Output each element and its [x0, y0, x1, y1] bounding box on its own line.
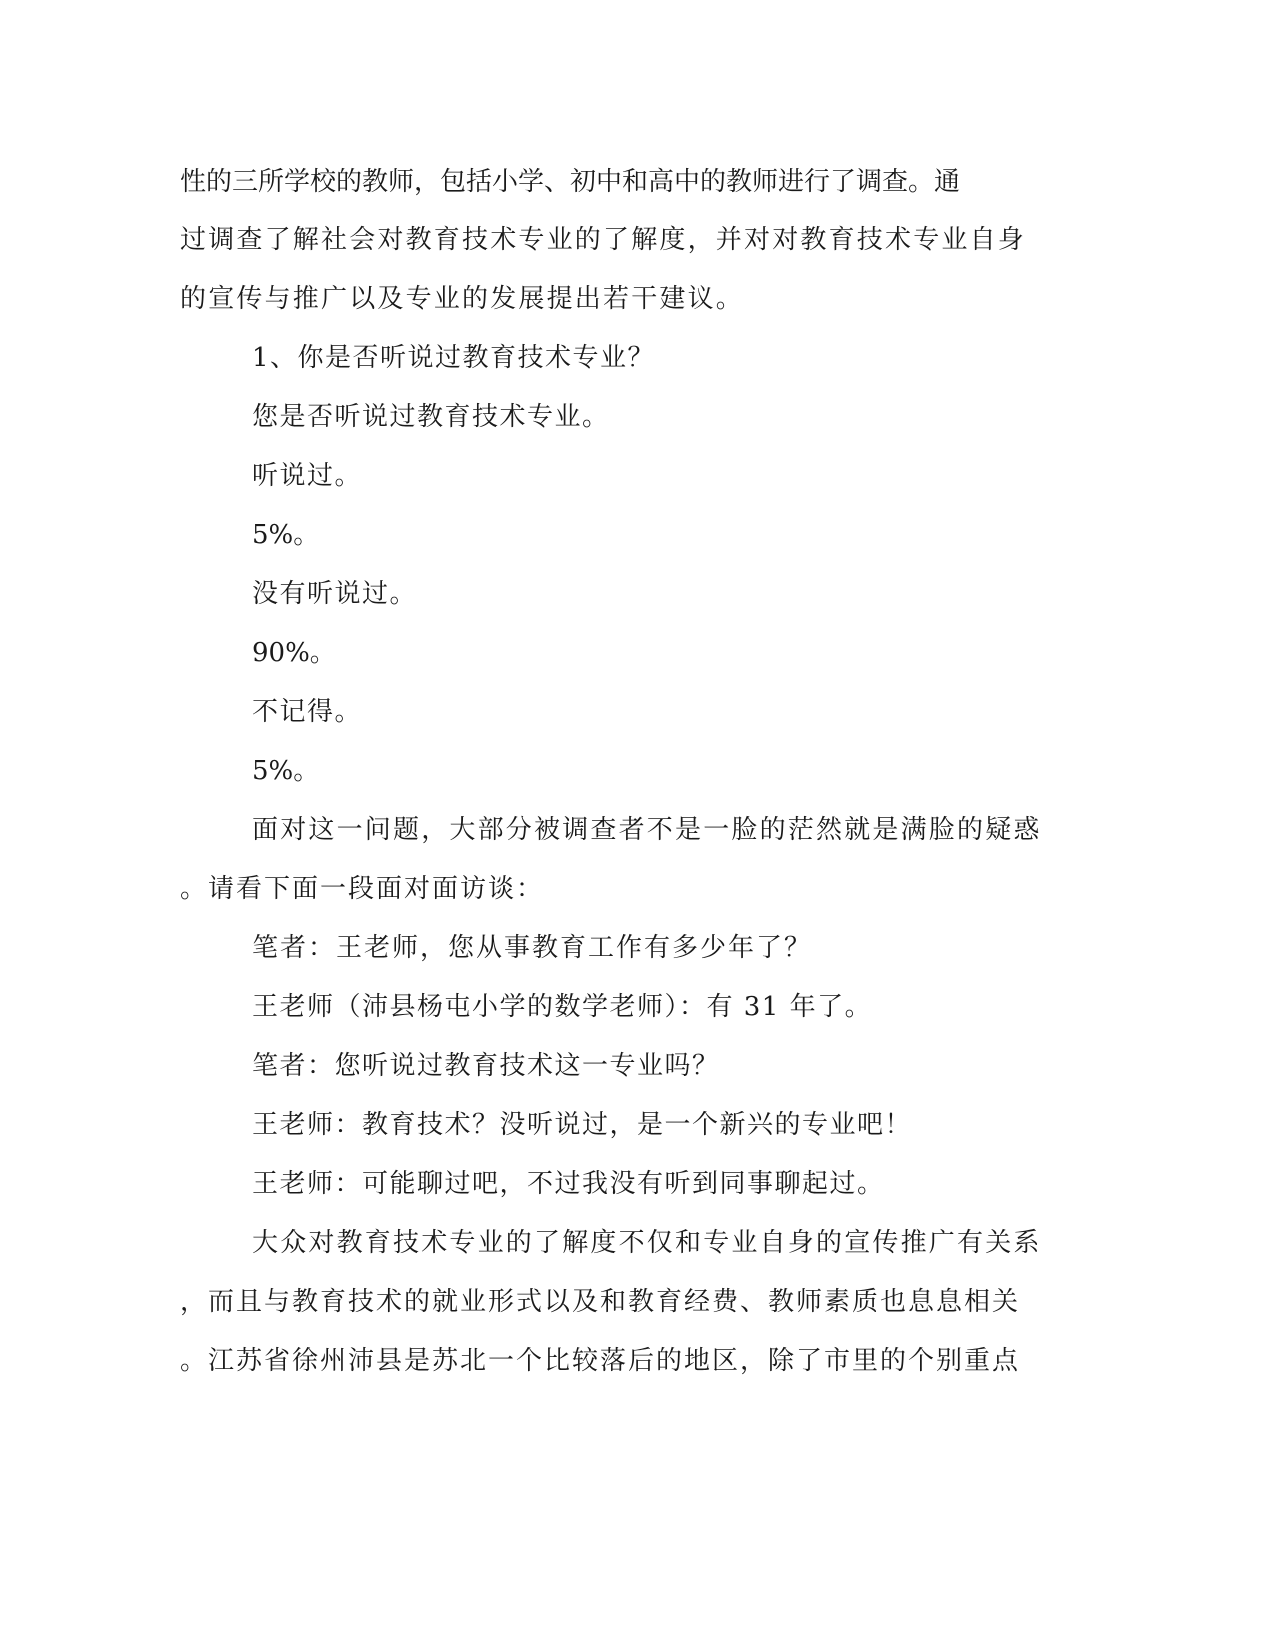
interview-line: 王老师：教育技术？没听说过，是一个新兴的专业吧！ [252, 1110, 913, 1140]
conclusion-line-1: 大众对教育技术专业的了解度不仅和专业自身的宣传推广有关系 [252, 1228, 1042, 1258]
option-label: 听说过。 [252, 461, 363, 491]
conclusion-line-2: ，而且与教育技术的就业形式以及和教育经费、教师素质也息息相关 [180, 1287, 1021, 1317]
reaction-line-2: 。请看下面一段面对面访谈： [180, 874, 545, 904]
survey-question: 1、你是否听说过教育技术专业？ [252, 343, 656, 373]
intro-line-1 [180, 162, 1060, 202]
option-label: 不记得。 [252, 697, 363, 727]
interview-line: 笔者：王老师，您从事教育工作有多少年了？ [252, 933, 813, 963]
conclusion-line-3: 。江苏省徐州沛县是苏北一个比较落后的地区，除了市里的个别重点 [180, 1346, 1021, 1376]
option-percent: 5%。 [252, 520, 320, 550]
intro-line-3: 的宣传与推广以及专业的发展提出若干建议。 [180, 284, 745, 314]
option-percent: 5%。 [252, 756, 320, 786]
option-label: 没有听说过。 [252, 579, 418, 609]
reaction-line-1: 面对这一问题，大部分被调查者不是一脸的茫然就是满脸的疑惑 [252, 815, 1042, 845]
interview-line: 王老师：可能聊过吧，不过我没有听到同事聊起过。 [252, 1169, 885, 1199]
option-percent: 90%。 [252, 638, 336, 668]
interview-line: 王老师（沛县杨屯小学的数学老师）：有 31 年了。 [252, 992, 873, 1022]
intro-text-1: 性的三所学校的教师，包括小学、初中和高中的教师进行了调查。通 [180, 167, 961, 197]
interview-line: 笔者：您听说过教育技术这一专业吗？ [252, 1051, 720, 1081]
intro-line-2: 过调查了解社会对教育技术专业的了解度，并对对教育技术专业自身 [180, 225, 1027, 255]
survey-prompt: 您是否听说过教育技术专业。 [252, 402, 610, 432]
